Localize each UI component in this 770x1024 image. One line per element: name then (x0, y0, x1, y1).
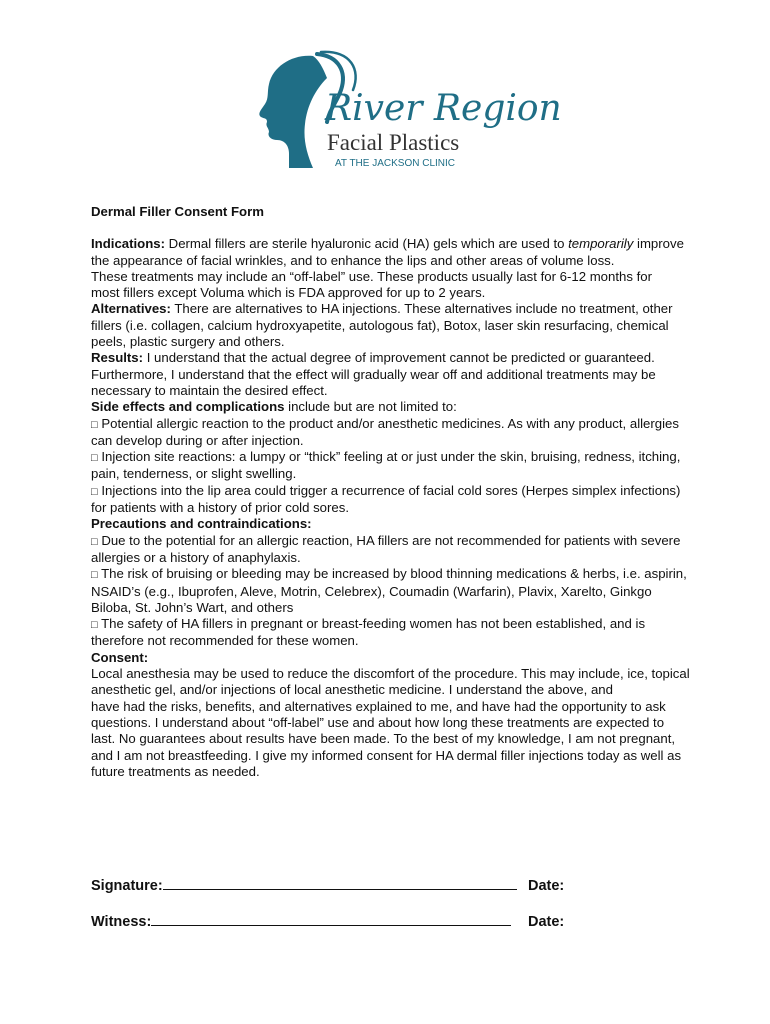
results-line-2: Furthermore, I understand that the effect will gradually wear off and additional treatments may be (91, 366, 656, 382)
side-effects-text: include but are not limited to: (284, 399, 457, 415)
precaution-text: Due to the potential for an allergic reaction, HA fillers are not recommended for patients with severe allergies or a history of anaphylaxis. (91, 532, 681, 565)
clinic-logo (255, 50, 562, 175)
side-effects-label: Side effects and complications (91, 399, 285, 415)
precaution-item (91, 566, 691, 616)
precautions-label: Precautions and contraindications: (91, 516, 312, 532)
logo-main-text: Facial Plastics (327, 130, 460, 155)
consent-label: Consent: (91, 649, 149, 665)
indications-text-2: improve the appearance of facial wrinkles, and to enhance the lips and other areas of volume loss. (91, 236, 684, 268)
checkbox-glyph: □ (91, 569, 98, 582)
consent-form-body (91, 204, 691, 780)
face-silhouette (259, 56, 327, 168)
side-effect-item (91, 449, 691, 483)
side-effect-text: Potential allergic reaction to the product and/or anesthetic medicines. As with any product, allergies can develop during or after injection. (91, 415, 679, 448)
indications-text: Dermal fillers are sterile hyaluronic acid (HA) gels which are used to (165, 236, 569, 252)
form-title: Dermal Filler Consent Form (91, 204, 264, 219)
consent-line-2: have had the risks, benefits, and alternatives explained to me, and have had the opportunity to ask questions. I understand about “off-label” use and about how long these treatments are expected to last. No guarantees about results have been made. To the best of my knowledge, I am not pregnant, and I am not breastfeeding. I give my informed consent for HA dermal filler injections today as well as future treatments as needed. (91, 698, 682, 779)
signature-row (91, 878, 517, 894)
witness-date-label: Date: (528, 914, 565, 930)
alternatives-text: There are alternatives to HA injections. These alternatives include no treatment, other fillers (i.e. collagen, calcium hydroxyapetite, autologous fat), Botox, laser skin resurfacing, chemical peels, plastic surgery and others. (91, 301, 673, 350)
checkbox-glyph: □ (91, 619, 98, 632)
precaution-text: The safety of HA fillers in pregnant or breast-feeding women has not been established, and is therefore not recommended for these women. (91, 616, 646, 649)
indications-emphasis: temporarily (568, 236, 634, 252)
signature-line[interactable] (163, 888, 517, 890)
precaution-item (91, 533, 691, 567)
witness-label: Witness: (91, 914, 152, 930)
indications-paragraph (91, 236, 691, 269)
indications-line-3: most fillers except Voluma which is FDA approved for up to 2 years. (91, 285, 486, 301)
logo-sub-text: AT THE JACKSON CLINIC (335, 158, 456, 169)
precaution-item (91, 616, 691, 650)
alternatives-paragraph (91, 301, 691, 350)
checkbox-glyph: □ (91, 485, 98, 498)
face-profile-logo-graphic (255, 50, 562, 175)
signature-date-label: Date: (528, 878, 565, 894)
witness-row (91, 914, 511, 930)
signature-label: Signature: (91, 878, 163, 894)
side-effect-text: Injection site reactions: a lumpy or “thick” feeling at or just under the skin, bruising, redness, itching, pain, tenderness, or slight swelling. (91, 449, 681, 482)
results-label: Results: (91, 350, 144, 366)
precaution-text: The risk of bruising or bleeding may be increased by blood thinning medications & herbs, i.e. aspirin, NSAID’s (e.g., Ibuprofen, Aleve, Motrin, Celebrex), Coumadin (Warfarin), Plavix, Xarelto, Ginkgo Biloba, St. John’s Wart, and others (91, 566, 687, 615)
alternatives-label: Alternatives: (91, 301, 171, 317)
side-effects-heading (91, 399, 691, 415)
witness-line[interactable] (151, 924, 511, 926)
consent-text: Local anesthesia may be used to reduce the discomfort of the procedure. This may include, ice, topical anesthetic gel, and/or injections of local anesthetic medicine. I understand the above, and (91, 666, 690, 698)
logo-script-text: River Region (325, 88, 562, 129)
results-line-3: necessary to maintain the desired effect. (91, 382, 328, 398)
checkbox-glyph: □ (91, 535, 98, 548)
side-effect-item (91, 416, 691, 450)
checkbox-glyph: □ (91, 452, 98, 465)
side-effect-text: Injections into the lip area could trigger a recurrence of facial cold sores (Herpes simplex infections) for patients with a history of prior cold sores. (91, 482, 681, 516)
side-effect-item (91, 483, 691, 517)
indications-line-2: These treatments may include an “off-label” use. These products usually last for 6-12 months for (91, 268, 652, 284)
results-text: I understand that the actual degree of improvement cannot be predicted or guaranteed. (143, 350, 655, 366)
results-paragraph (91, 350, 691, 366)
checkbox-glyph: □ (91, 418, 98, 431)
indications-label: Indications: (91, 236, 165, 252)
